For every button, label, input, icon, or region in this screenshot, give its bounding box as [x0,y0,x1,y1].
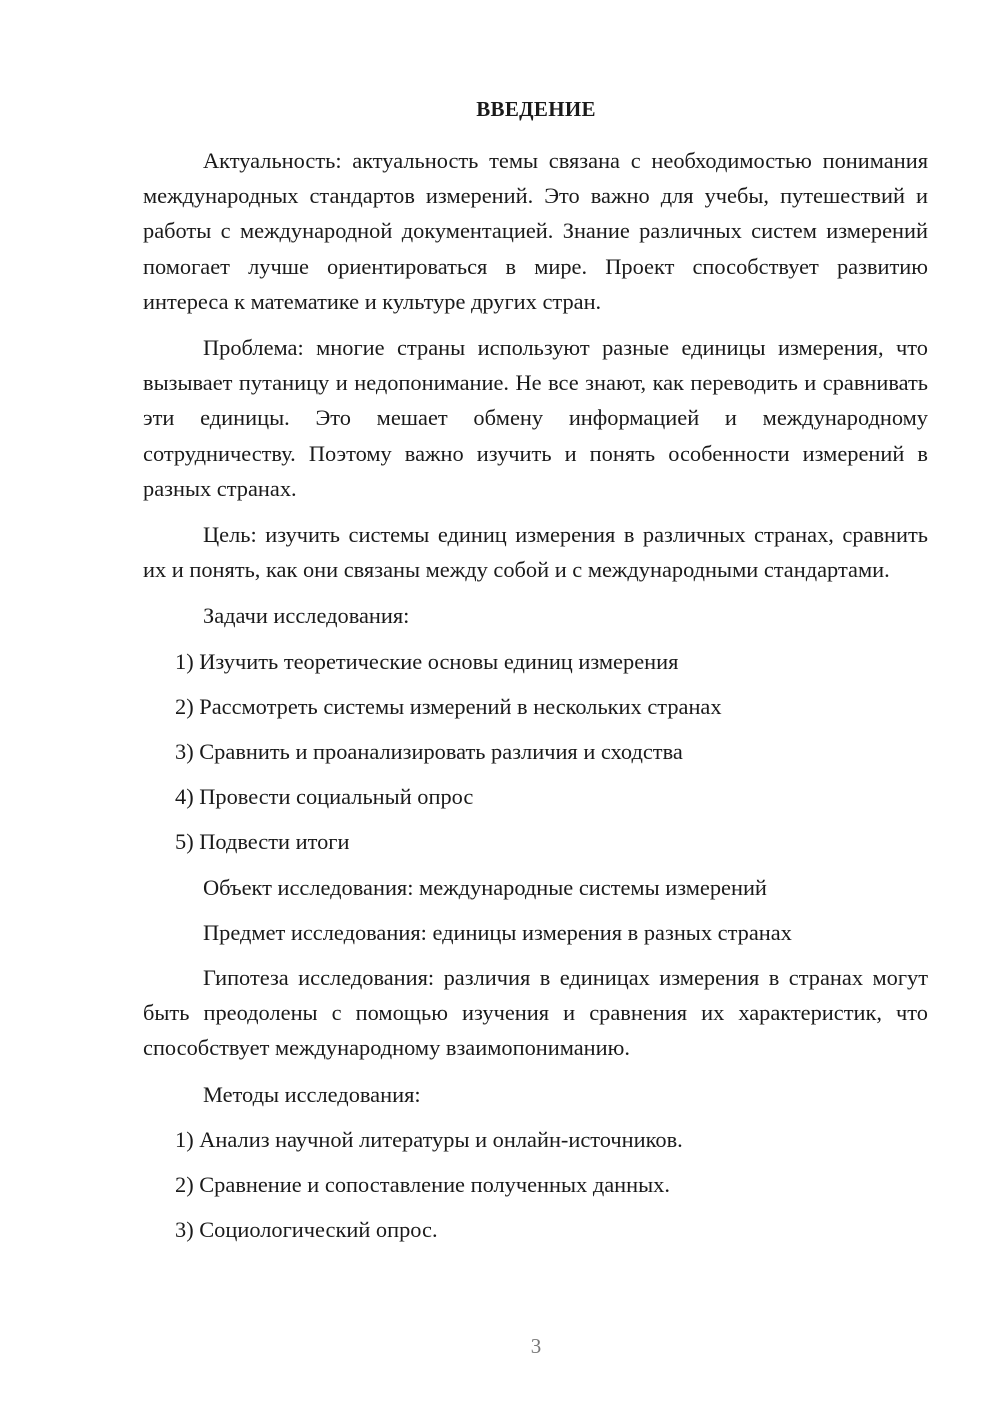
problem-paragraph: Проблема: многие страны используют разные единицы измерения, что вызывает путаницу и недопонимание. Не все знают, как переводить и сравнивать эти единицы. Это мешает обмену информацией и международному сотрудничеству. Поэтому важно изучить и понять особенности измерений в разных странах. [143,335,928,501]
task-item: 2) Рассмотреть системы измерений в нескольких странах [175,693,722,719]
method-item: 3) Социологический опрос. [175,1217,438,1243]
goal-paragraph: Цель: изучить системы единиц измерения в различных странах, сравнить их и понять, как они связаны между собой и с международными стандартами. [143,522,928,583]
object-line: Объект исследования: международные системы измерений [203,874,767,900]
task-item: 5) Подвести итоги [175,829,350,855]
page-title: ВВЕДЕНИЕ [476,97,596,121]
page-number: 3 [530,1334,542,1358]
method-item: 1) Анализ научной литературы и онлайн-источников. [175,1126,683,1152]
relevance-paragraph: Актуальность: актуальность темы связана с необходимостью понимания международных стандартов измерений. Это важно для учебы, путешествий и работы с международной документацией. Знание различных систем измерений помогает лучше ориентироваться в мире. Проект способствует развитию интереса к математике и культуре других стран. [143,148,928,314]
document-body [143,143,928,1247]
task-item: 3) Сравнить и проанализировать различия и сходства [175,739,683,765]
subject-line: Предмет исследования: единицы измерения в разных странах [203,919,792,945]
method-item: 2) Сравнение и сопоставление полученных данных. [175,1172,670,1198]
methods-heading: Методы исследования: [203,1081,421,1107]
tasks-heading: Задачи исследования: [203,603,410,629]
task-item: 1) Изучить теоретические основы единиц измерения [175,648,679,674]
hypothesis-paragraph: Гипотеза исследования: различия в единицах измерения в странах могут быть преодолены с помощью изучения и сравнения их характеристик, что способствует международному взаимопониманию. [143,965,928,1061]
task-item: 4) Провести социальный опрос [175,784,474,810]
